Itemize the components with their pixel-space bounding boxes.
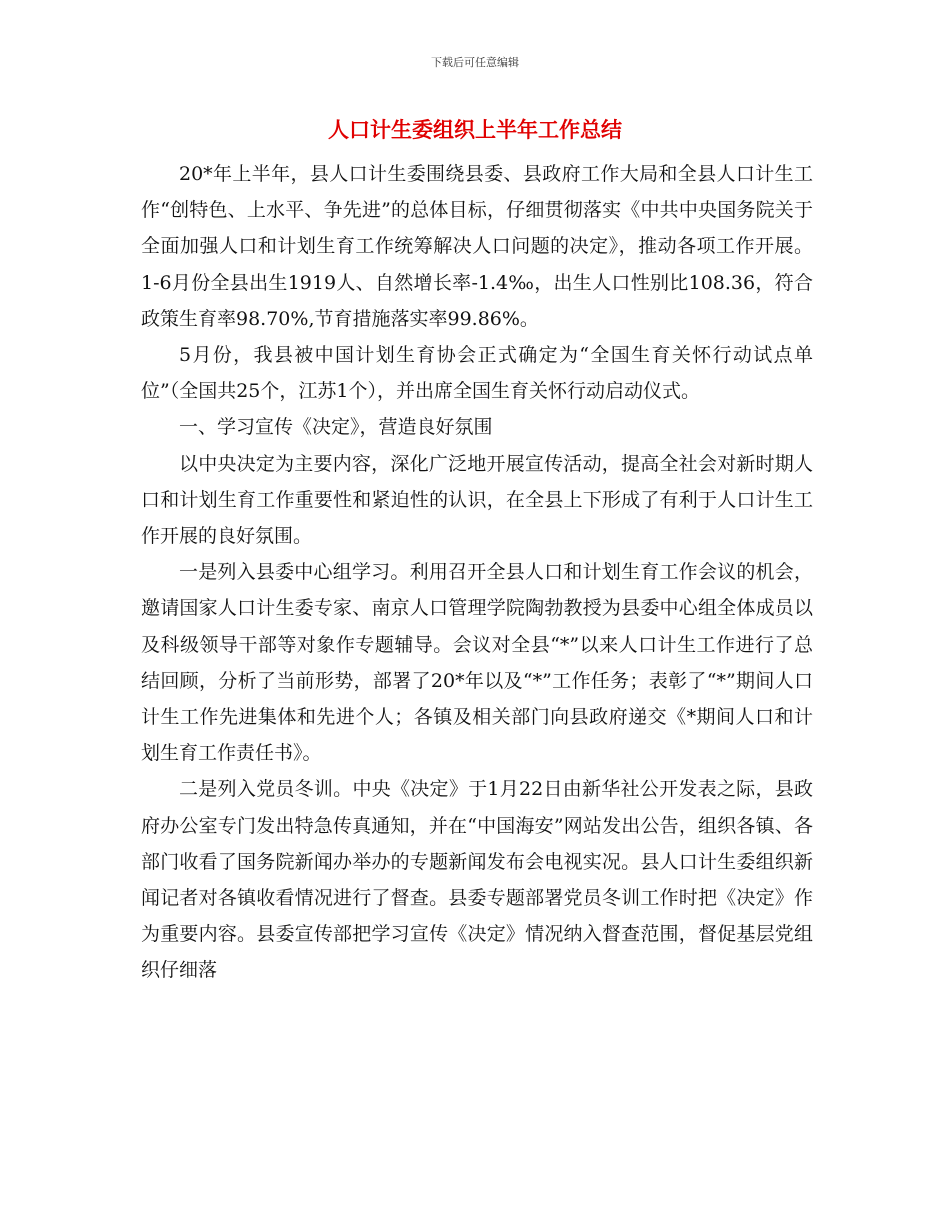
paragraph-intro: 20*年上半年，县人口计生委围绕县委、县政府工作大局和全县人口计生工作“创特色、上水平、争先进”的总体目标，仔细贯彻落实《中共中央国务院关于全面加强人口和计划生育工作统筹解决人口问题的决定》，推动各项工作开展。1-6月份全县出生1919人、自然增长率-1.4‰，出生人口性别比108.36，符合政策生育率98.70%,节育措施落实率99.86%。	[141, 163, 813, 330]
document-body	[141, 156, 813, 989]
paragraph-publicity: 以中央决定为主要内容，深化广泛地开展宣传活动，提高全社会对新时期人口和计划生育工作重要性和紧迫性的认识，在全县上下形成了有利于人口计生工作开展的良好氛围。	[141, 452, 813, 548]
paragraph-party-winter-training: 二是列入党员冬训。中央《决定》于1月22日由新华社公开发表之际，县政府办公室专门发出特急传真通知，并在“中国海安”网站发出公告，组织各镇、各部门收看了国务院新闻办举办的专题新闻发布会电视实况。县人口计生委组织新闻记者对各镇收看情况进行了督查。县委专题部署党员冬训工作时把《决定》作为重要内容。县委宣传部把学习宣传《决定》情况纳入督查范围，督促基层党组织仔细落	[141, 778, 813, 982]
section-heading-1: 一、学习宣传《决定》，营造良好氛围	[179, 416, 493, 439]
header-note: 下载后可任意编辑	[431, 56, 519, 69]
paragraph-pilot-unit: 5月份，我县被中国计划生育协会正式确定为“全国生育关怀行动试点单位”（全国共25个，江苏1个），并出席全国生育关怀行动启动仪式。	[141, 344, 813, 403]
paragraph-central-group-study: 一是列入县委中心组学习。利用召开全县人口和计划生育工作会议的机会，邀请国家人口计生委专家、南京人口管理学院陶勃教授为县委中心组全体成员以及科级领导干部等对象作专题辅导。会议对全县“*”以来人口计生工作进行了总结回顾，分析了当前形势，部署了20*年以及“*”工作任务；表彰了“*”期间人口计生工作先进集体和先进个人；各镇及相关部门向县政府递交《*期间人口和计划生育工作责任书》。	[141, 561, 813, 765]
document-title: 人口计生委组织上半年工作总结	[328, 118, 622, 142]
